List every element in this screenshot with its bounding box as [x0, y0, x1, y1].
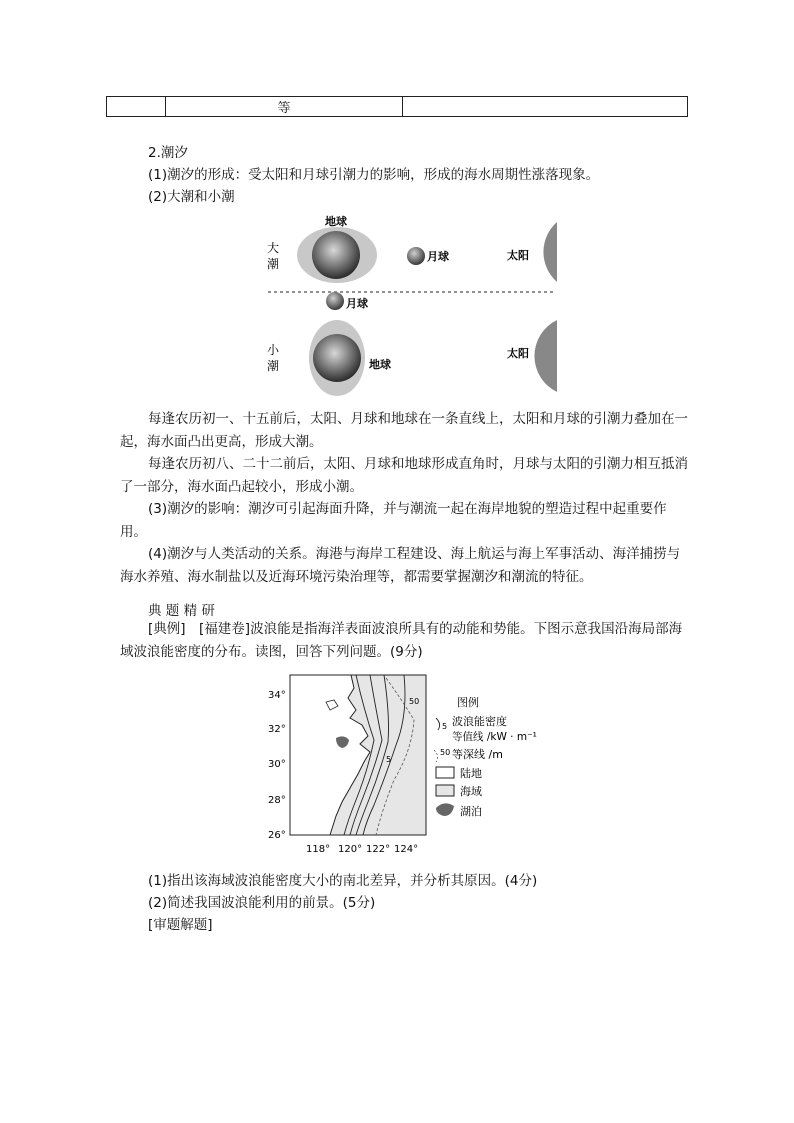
sun-label: 太阳	[507, 347, 529, 360]
sun-icon	[534, 320, 557, 392]
earth-icon	[312, 231, 360, 279]
neap-label: 潮	[267, 359, 280, 373]
earth-label: 地球	[325, 215, 347, 228]
paragraph	[120, 498, 688, 543]
map-legend	[434, 695, 537, 818]
spring-label: 大	[267, 241, 280, 255]
table-cell: 等	[166, 97, 403, 117]
earth-label: 地球	[369, 358, 391, 371]
legend-wave-symbol	[436, 718, 440, 730]
neap-label: 小	[267, 343, 280, 357]
section-title: 典 题 精 研	[148, 603, 215, 619]
tide-diagram	[260, 208, 570, 398]
legend-sample: 5	[442, 722, 448, 731]
lat-label: 30°	[268, 759, 286, 770]
legend-sea-label: 海域	[460, 785, 482, 798]
spring-tide-text: 每逢农历初一、十五前后，太阳、月球和地球在一条直线上，太阳和月球的引潮力叠加在一起，海水面凸出更高，形成大潮。	[120, 411, 688, 450]
tide-formation-text: (1)潮汐的形成：受太阳和月球引潮力的影响，形成的海水周期性涨落现象。	[148, 167, 600, 183]
tide-human-text: (4)潮汐与人类活动的关系。海港与海岸工程建设、海上航运与海上军事活动、海洋捕捞与海水养殖、海水制盐以及近海环境污染治理等，都需要掌握潮汐和潮流的特征。	[120, 546, 681, 585]
paragraph	[120, 408, 688, 453]
example-text: [典例] [福建卷]波浪能是指海洋表面波浪所具有的动能和势能。下图示意我国沿海局部海域波浪能密度的分布。读图，回答下列问题。(9分)	[120, 621, 683, 660]
tide-impact-text: (3)潮汐的影响：潮汐可引起海面升降，并与潮流一起在海岸地貌的塑造过程中起重要作用。	[120, 501, 667, 540]
question-1: (1)指出该海域波浪能密度大小的南北差异，并分析其原因。(4分)	[148, 873, 538, 889]
contour-label: 5	[386, 755, 392, 764]
sun-icon	[543, 222, 557, 282]
table-cell	[403, 97, 688, 117]
spring-label: 潮	[267, 257, 280, 271]
legend-wave-label: 波浪能密度	[452, 715, 507, 728]
legend-title: 图例	[457, 696, 479, 709]
moon-label: 月球	[427, 250, 449, 263]
legend-depth-label: 等深线 /m	[452, 748, 503, 761]
table-fragment	[106, 96, 688, 117]
question-2: (2)简述我国波浪能利用的前景。(5分)	[148, 895, 376, 911]
lat-label: 34°	[268, 690, 286, 701]
legend-wave-unit: 等值线 /kW · m⁻¹	[452, 731, 537, 743]
table-cell	[107, 97, 166, 117]
spring-neap-heading: (2)大潮和小潮	[148, 189, 235, 205]
neap-tide-text: 每逢农历初八、二十二前后，太阳、月球和地球形成直角时，月球与太阳的引潮力相互抵消了一部分，海水面凸起较小，形成小潮。	[120, 456, 688, 495]
moon-icon	[326, 292, 344, 310]
lat-label: 32°	[268, 724, 286, 735]
legend-depth-symbol	[434, 750, 438, 762]
sun-label: 太阳	[507, 249, 529, 262]
lon-label: 120°	[338, 844, 363, 855]
lon-label: 122°	[366, 844, 391, 855]
legend-land-swatch	[436, 767, 454, 778]
lat-label: 28°	[268, 795, 286, 806]
lon-label: 124°	[394, 844, 419, 855]
paragraph	[120, 453, 688, 498]
legend-lake-label: 湖泊	[460, 805, 482, 818]
lon-label: 118°	[306, 844, 331, 855]
legend-sample: 50	[440, 748, 451, 757]
moon-icon	[407, 247, 425, 265]
contour-label: 50	[409, 697, 420, 706]
earth-icon	[313, 334, 361, 382]
legend-land-label: 陆地	[460, 767, 482, 780]
legend-lake-swatch	[436, 803, 454, 816]
answer-section-label: [审题解题]	[148, 917, 213, 933]
paragraph	[120, 543, 688, 588]
lat-label: 26°	[268, 830, 286, 841]
legend-sea-swatch	[436, 785, 454, 796]
section-heading: 2.潮汐	[148, 145, 188, 161]
wave-energy-map	[266, 670, 566, 860]
moon-label: 月球	[346, 297, 368, 310]
